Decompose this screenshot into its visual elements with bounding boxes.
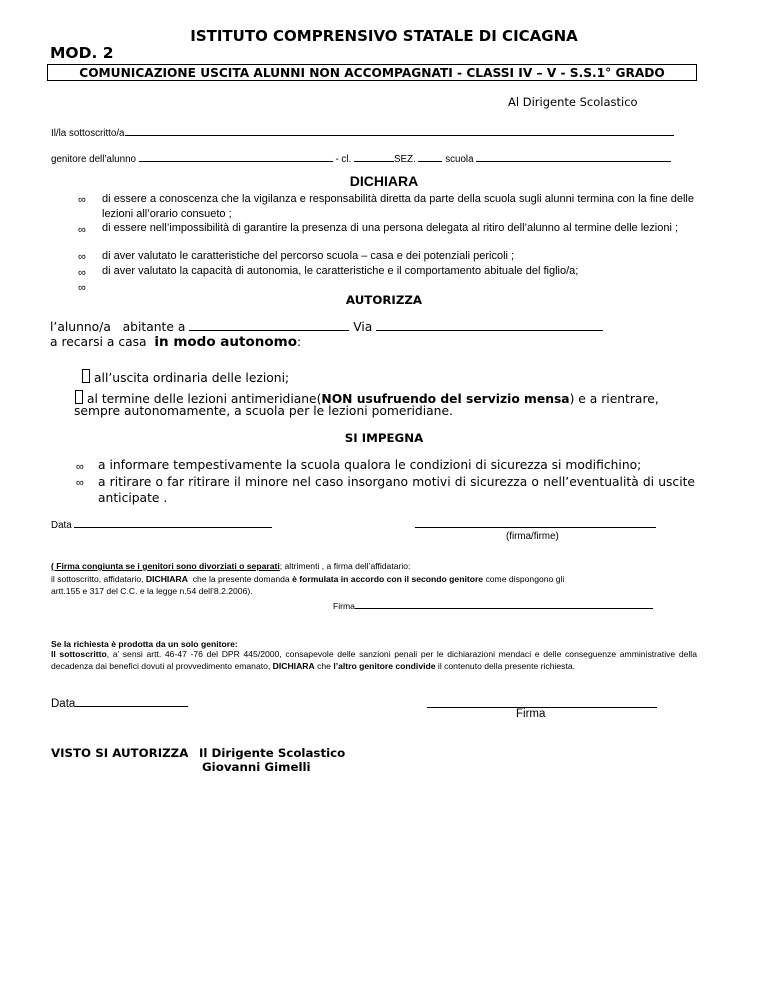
option-ordinary-label: all’uscita ordinaria delle lezioni; [94, 371, 290, 385]
mode-text: in modo autonomo [154, 334, 297, 350]
principal-title: Il Dirigente Scolastico [199, 746, 346, 760]
street-field[interactable] [376, 319, 603, 331]
divorced-title-row: ( Firma congiunta se i genitori sono divorziati o separati; altrimenti , a firma dell’affidatario: [51, 561, 411, 571]
dichiara-heading: DICHIARA [349, 173, 419, 189]
signature-field[interactable] [415, 516, 656, 528]
signature-caption: (firma/firme) [506, 531, 559, 542]
parent-label: genitore dell’alunno [51, 154, 136, 165]
school-field[interactable] [476, 150, 671, 162]
pupil-name-field[interactable] [139, 150, 333, 162]
bullet-icon: ∞ [78, 224, 86, 236]
class-field[interactable] [354, 150, 394, 162]
class-label: - cl. [335, 154, 352, 165]
date-label: Data [51, 520, 72, 531]
date-field[interactable] [74, 516, 272, 528]
section-label: SEZ. [393, 154, 416, 165]
dichiara-item: di essere nell’impossibilità di garantire la presenza di una persona delegata al ritiro dell’alunno al termine delle lezioni ; [102, 222, 678, 234]
parent-row [51, 150, 671, 165]
date-field[interactable] [75, 694, 188, 707]
signature-field[interactable] [427, 695, 657, 708]
signer-label: Il/la sottoscritto/a [51, 128, 125, 139]
date-row-2 [51, 694, 188, 710]
pupil-label: l’alunno/a [50, 320, 111, 334]
divorced-law-ref: artt.155 e 317 del C.C. e la legge n.54 dell’8.2.2006). [51, 586, 253, 596]
signature-caption: Firma [516, 708, 546, 720]
subject-box [47, 64, 697, 81]
dichiara-item: di aver valutato la capacità di autonomia, le caratteristiche e il comportamento abituale del figlio/a; [102, 265, 579, 277]
impegna-item: a ritirare o far ritirare il minore nel caso insorgano motivi di sicurezza o nell’eventualità di uscite anticipate . [98, 475, 695, 505]
signer-name-field[interactable] [125, 124, 674, 136]
bullet-icon: ∞ [78, 251, 86, 263]
bullet-icon: ∞ [78, 194, 86, 206]
bullet-icon: ∞ [76, 477, 84, 489]
street-label: Via [353, 320, 373, 334]
divorced-statement: il sottoscritto, affidatario, DICHIARA che la presente domanda è formulata in accordo con il secondo genitore come dispongono gli [51, 574, 565, 584]
impegna-item: a informare tempestivamente la scuola qualora le condizioni di sicurezza si modifichino; [98, 458, 642, 472]
recipient: Al Dirigente Scolastico [508, 95, 638, 109]
authorization-label: VISTO SI AUTORIZZA [51, 746, 189, 760]
home-row: a recarsi a casa in modo autonomo: [50, 334, 302, 350]
subject-title: COMUNICAZIONE USCITA ALUNNI NON ACCOMPAGNATI - CLASSI IV – V - S.S.1° GRADO [79, 66, 665, 80]
town-field[interactable] [189, 319, 349, 331]
single-statement: Il sottoscritto, a’ sensi artt. 46-47 -76 del DPR 445/2000, consapevole delle sanzioni penali per le dichiarazioni mendaci e delle conseguenze amministrative della decadenza dai benefici dovuti al provvedimento emanato, DICHIARA che l’altro genitore condivide il contenuto della presente richiesta. [51, 649, 697, 671]
checkbox-icon[interactable] [75, 390, 83, 404]
bullet-icon: ∞ [78, 282, 86, 294]
school-label: scuola [445, 154, 474, 165]
bullet-icon: ∞ [76, 461, 84, 473]
signer-row [51, 124, 674, 139]
dichiara-item: di aver valutato le caratteristiche del percorso scuola – casa e dei potenziali pericoli ; [102, 250, 515, 262]
divorced-firma-row [333, 599, 653, 611]
dichiara-item: di essere a conoscenza che la vigilanza e responsabilità diretta da parte della scuola sugli alunni termina con la fine delle lezioni all’orario consueto ; [102, 193, 694, 220]
school-title: ISTITUTO COMPRENSIVO STATALE DI CICAGNA [190, 27, 578, 45]
option-antimeridian: al termine delle lezioni antimeridiane(NON usufruendo del servizio mensa) e a rientrare, [75, 390, 659, 406]
date-label: Data [51, 698, 76, 710]
principal-name: Giovanni Gimelli [202, 760, 311, 774]
impegna-heading: SI IMPEGNA [344, 431, 424, 445]
single-title: Se la richiesta è prodotta da un solo genitore: [51, 639, 238, 649]
autorizza-heading: AUTORIZZA [345, 293, 423, 307]
form-code: MOD. 2 [50, 44, 114, 62]
divorced-signature-field[interactable] [355, 599, 653, 609]
option-antimeridian-line2: sempre autonomamente, a scuola per le lezioni pomeridiane. [74, 404, 453, 418]
home-label: a recarsi a casa [50, 335, 147, 349]
pupil-row [50, 319, 603, 334]
section-field[interactable] [418, 150, 442, 162]
option-ordinary [82, 369, 289, 385]
resident-label: abitante a [122, 320, 186, 334]
checkbox-icon[interactable] [82, 369, 90, 383]
bullet-icon: ∞ [78, 267, 86, 279]
divorced-title: ( Firma congiunta se i genitori sono divorziati o separati [51, 561, 280, 571]
date-row-1 [51, 516, 272, 531]
firma-label: Firma [333, 601, 355, 611]
